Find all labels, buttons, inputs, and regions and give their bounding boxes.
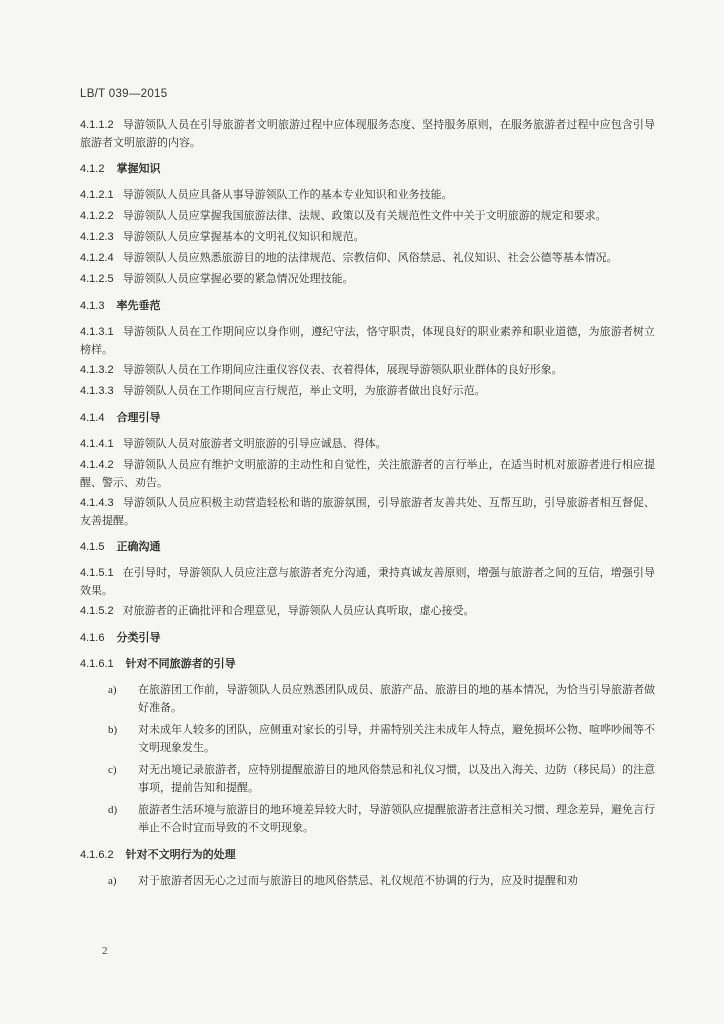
clause-number: 4.1.2.1: [80, 189, 114, 201]
clause-text: 导游领队人员应掌握必要的紧急情况处理技能。: [122, 272, 354, 285]
clause-paragraph: [80, 323, 655, 358]
clause-paragraph: [80, 249, 655, 267]
section-number: 4.1.6: [80, 632, 105, 644]
section-title: 率先垂范: [116, 299, 161, 312]
list-item-text: 在旅游团工作前，导游领队人员应熟悉团队成员、旅游产品、旅游目的地的基本情况，为恰当引导旅游者做好准备。: [138, 683, 655, 714]
clause-text: 导游领队人员对旅游者文明旅游的引导应诚恳、得体。: [122, 437, 387, 450]
clause-paragraph: [80, 494, 655, 529]
clause-text: 导游领队人员应掌握我国旅游法律、法规、政策以及有关规范性文件中关于文明旅游的规定和要求。: [122, 209, 607, 222]
clause-number: 4.1.4.3: [80, 497, 114, 509]
clause-paragraph: [80, 270, 655, 288]
clause-text: 导游领队人员在工作期间应注重仪容仪表、衣着得体，展现导游领队职业群体的良好形象。: [122, 363, 563, 376]
section-title: 分类引导: [116, 631, 161, 644]
section-heading: [80, 630, 655, 646]
list-item-text: 对于旅游者因无心之过而与旅游目的地风俗禁忌、礼仪规范不协调的行为，应及时提醒和劝: [138, 874, 578, 887]
clause-number: 4.1.1.2: [80, 119, 114, 131]
clause-paragraph: [80, 435, 655, 453]
clause-text: 导游领队人员应有维护文明旅游的主动性和自觉性，关注旅游者的言行举止，在适当时机对旅游者进行相应提醒、警示、劝告。: [80, 458, 655, 489]
section-title: 针对不文明行为的处理: [125, 848, 236, 861]
section-number: 4.1.4: [80, 412, 105, 424]
section-number: 4.1.2: [80, 163, 105, 175]
clause-paragraph: [80, 361, 655, 379]
clause-paragraph: [80, 228, 655, 246]
clause-paragraph: [80, 382, 655, 400]
section-heading: [80, 539, 655, 555]
list-marker: b): [108, 724, 118, 736]
clause-text: 导游领队人员应熟悉旅游目的地的法律规范、宗教信仰、风俗禁忌、礼仪知识、社会公德等基本情况。: [122, 251, 618, 264]
clause-number: 4.1.2.5: [80, 273, 114, 285]
clause-number: 4.1.2.3: [80, 231, 114, 243]
list-item: [108, 761, 655, 797]
clause-number: 4.1.2.4: [80, 252, 114, 264]
clause-number: 4.1.4.2: [80, 459, 114, 471]
clause-text: 在引导时，导游领队人员应注意与旅游者充分沟通，秉持真诚友善原则，增强与旅游者之间的互信，增强引导效果。: [80, 566, 655, 597]
section-title: 掌握知识: [116, 162, 161, 175]
clause-text: 对旅游者的正确批评和合理意见，导游领队人员应认真听取，虚心接受。: [122, 604, 475, 617]
section-heading: [80, 656, 655, 672]
clause-paragraph: [80, 207, 655, 225]
list-item-text: 对未成年人较多的团队，应侧重对家长的引导，并需特别关注未成年人特点，避免损坏公物、喧哗吵闹等不文明现象发生。: [138, 723, 655, 754]
clause-number: 4.1.2.2: [80, 210, 114, 222]
list-marker: a): [108, 684, 117, 696]
section-number: 4.1.6.2: [80, 849, 114, 861]
list-item-text: 对无出境记录旅游者，应特别提醒旅游目的地风俗禁忌和礼仪习惯，以及出入海关、边防（移民局）的注意事项，提前告知和提醒。: [138, 763, 655, 794]
list-item: [108, 872, 655, 890]
clause-number: 4.1.3.2: [80, 364, 114, 376]
clause-paragraph: [80, 186, 655, 204]
document-body: [80, 116, 655, 894]
clause-number: 4.1.3.3: [80, 385, 114, 397]
section-heading: [80, 298, 655, 314]
list-marker: a): [108, 875, 117, 887]
clause-text: 导游领队人员在工作期间应以身作则，遵纪守法，恪守职责，体现良好的职业素养和职业道德，为旅游者树立榜样。: [80, 325, 655, 356]
section-heading: [80, 161, 655, 177]
clause-number: 4.1.5.2: [80, 605, 114, 617]
clause-paragraph: [80, 564, 655, 599]
clause-text: 导游领队人员在引导旅游者文明旅游过程中应体现服务态度、坚持服务原则，在服务旅游者过程中应包含引导旅游者文明旅游的内容。: [80, 118, 655, 149]
clause-text: 导游领队人员应具备从事导游领队工作的基本专业知识和业务技能。: [122, 188, 453, 201]
clause-number: 4.1.5.1: [80, 567, 114, 579]
clause-number: 4.1.3.1: [80, 326, 114, 338]
clause-text: 导游领队人员在工作期间应言行规范，举止文明，为旅游者做出良好示范。: [122, 384, 486, 397]
clause-paragraph: [80, 116, 655, 151]
section-number: 4.1.5: [80, 541, 105, 553]
list-marker: d): [108, 804, 118, 816]
section-title: 针对不同旅游者的引导: [125, 657, 236, 670]
section-heading: [80, 847, 655, 863]
clause-text: 导游领队人员应掌握基本的文明礼仪知识和规范。: [122, 230, 365, 243]
clause-paragraph: [80, 456, 655, 491]
section-title: 合理引导: [116, 411, 161, 424]
clause-paragraph: [80, 602, 655, 620]
section-number: 4.1.3: [80, 300, 105, 312]
page-number: 2: [102, 945, 108, 957]
section-title: 正确沟通: [116, 540, 161, 553]
section-heading: [80, 410, 655, 426]
list-marker: c): [108, 764, 117, 776]
section-number: 4.1.6.1: [80, 658, 114, 670]
list-item: [108, 721, 655, 757]
list-item: [108, 681, 655, 717]
list-item: [108, 801, 655, 837]
clause-number: 4.1.4.1: [80, 438, 114, 450]
standard-code-header: LB/T 039—2015: [80, 88, 168, 100]
clause-text: 导游领队人员应积极主动营造轻松和谐的旅游氛围，引导旅游者友善共处、互帮互助，引导旅游者相互督促、友善提醒。: [80, 496, 655, 527]
list-item-text: 旅游者生活环境与旅游目的地环境差异较大时，导游领队应提醒旅游者注意相关习惯、理念差异，避免言行举止不合时宜而导致的不文明现象。: [138, 803, 655, 834]
